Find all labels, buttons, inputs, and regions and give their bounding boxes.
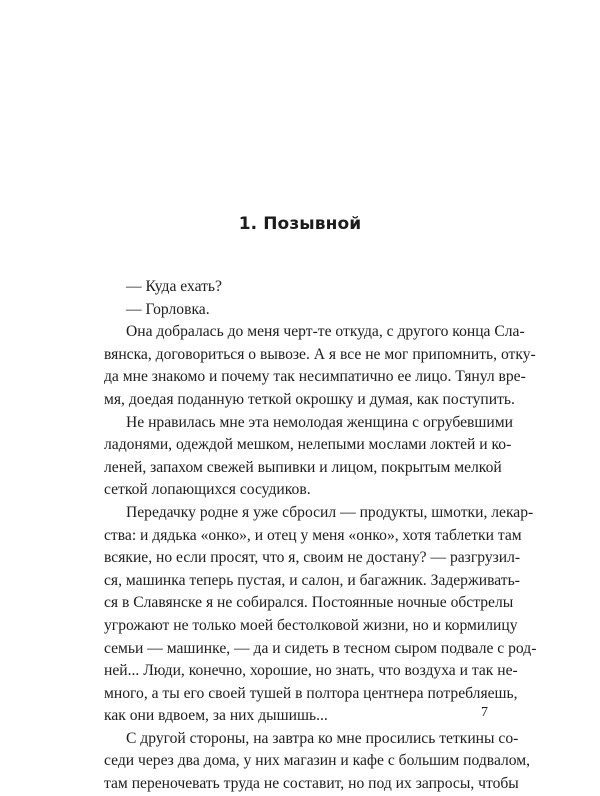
text-line: Передачку родне я уже сбросил — продукты, шмотки, лекар-	[126, 503, 534, 521]
text-line: вянска, договориться о вывозе. А я все не мог припомнить, отку-	[104, 345, 536, 363]
chapter-title: 1. Позывной	[238, 214, 362, 234]
text-line: мя, доедая поданную теткой окрошку и думая, как поступить.	[104, 390, 515, 408]
text-line: — Куда ехать?	[126, 278, 222, 295]
text-line: Она добралась до меня черт-те откуда, с другого конца Сла-	[126, 323, 525, 341]
text-line: ней... Люди, конечно, хорошие, но знать, что воздуха и так не-	[104, 662, 518, 680]
text-line: там переночевать труда не составит, но под их запросы, чтобы	[104, 775, 519, 793]
text-line: как они вдвоем, за них дышишь...	[104, 707, 328, 725]
text-line: ся, машинка теперь пустая, и салон, и багажник. Задерживать-	[104, 571, 520, 589]
text-line: седи через два дома, у них магазин и кафе с большим подвалом,	[104, 752, 531, 770]
page-number: 7	[481, 705, 488, 720]
text-line: — Горловка.	[126, 300, 210, 318]
text-line: леней, запахом свежей выпивки и лицом, покрытым мелкой	[104, 458, 502, 476]
text-line: ства: и дядька «онко», и отец у меня «онко», хотя таблетки там	[104, 526, 522, 544]
text-line: семьи — машинке, — да и сидеть в тесном сыром подвале с род-	[104, 639, 537, 657]
text-line: да мне знакомо и почему так несимпатично ее лицо. Тянул вре-	[104, 368, 526, 386]
text-line: сеткой лопающихся сосудиков.	[104, 481, 311, 499]
text-line: ся в Славянске я не собирался. Постоянные ночные обстрелы	[104, 594, 514, 612]
text-line: всякие, но если просят, что я, своим не достану? — разгрузил-	[104, 549, 521, 567]
body-text	[104, 276, 537, 796]
text-line: ладонями, одеждой мешком, нелепыми мослами локтей и ко-	[104, 436, 512, 454]
text-line: много, а ты его своей тушей в полтора центнера потребляешь,	[104, 684, 518, 702]
text-line: Не нравилась мне эта немолодая женщина с огрубевшими	[126, 413, 513, 431]
text-line: С другой стороны, на завтра ко мне просились теткины со-	[126, 729, 519, 747]
text-line: угрожают не только моей бестолковой жизни, но и кормилицу	[104, 616, 518, 634]
